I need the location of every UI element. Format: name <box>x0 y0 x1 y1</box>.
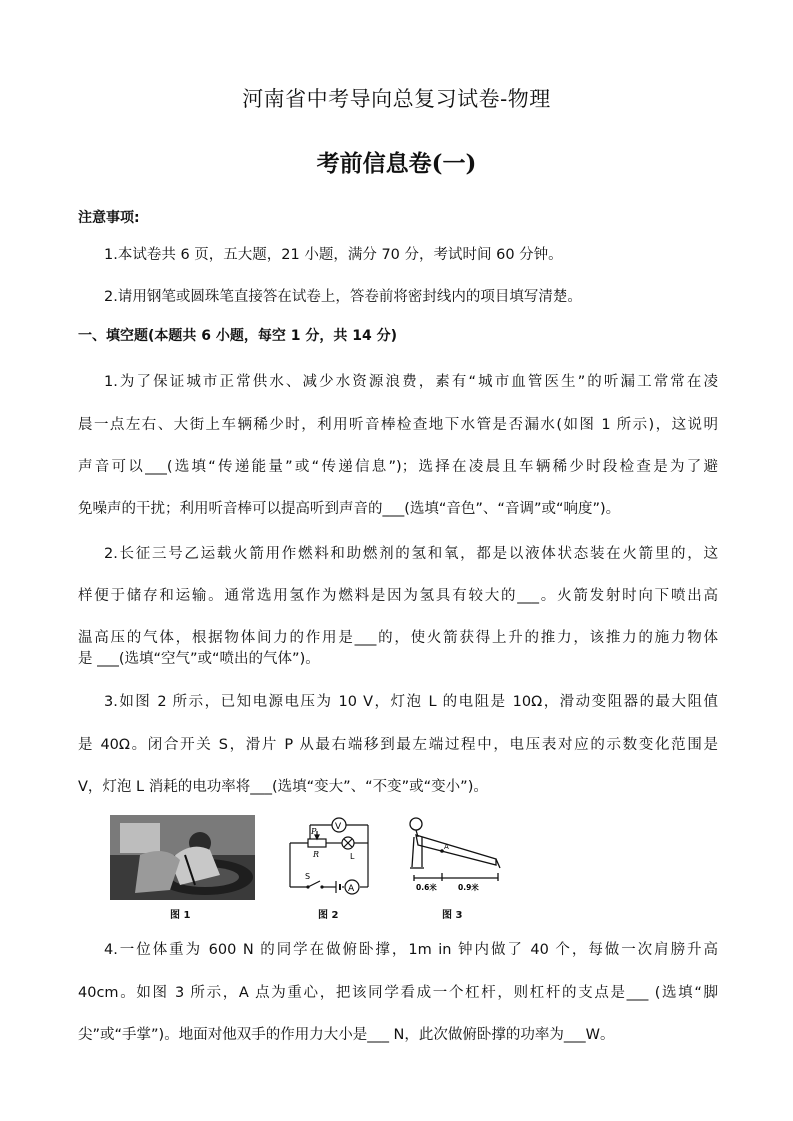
center-of-gravity-label: A <box>444 843 449 851</box>
notice-item: 2.请用钢笔或圆珠笔直接答在试卷上，答卷前将密封线内的项目填写清楚。 <box>104 289 582 305</box>
voltmeter-label: V <box>335 822 342 832</box>
question-1-line: 晨一点左右、大街上车辆稀少时，利用听音棒检查地下水管是否漏水(如图 1 所示)，这说明 <box>78 417 718 433</box>
question-2-line: 样便于储存和运输。通常选用氢作为燃料是因为氢具有较大的___。火箭发射时向下喷出高 <box>78 588 718 604</box>
resistor-label: R <box>313 850 320 859</box>
switch-label: S <box>305 872 311 881</box>
question-3-line: 是 40Ω。闭合开关 S，滑片 P 从最右端移到最左端过程中，电压表对应的示数变化范围是 <box>78 737 718 753</box>
question-3-line: 3.如图 2 所示，已知电源电压为 10 V，灯泡 L 的电阻是 10Ω，滑动变阻器的最大阻值 <box>104 694 718 710</box>
figures-row <box>110 815 530 920</box>
figure-3-pushup <box>406 815 506 900</box>
exam-title: 河南省中考导向总复习试卷-物理 <box>242 87 551 111</box>
question-1-line: 声音可以___(选填“传递能量”或“传递信息”)；选择在凌晨且车辆稀少时段检查是为了避 <box>78 459 718 475</box>
lamp-label: L <box>350 852 355 861</box>
exam-subtitle: 考前信息卷(一) <box>316 150 477 177</box>
question-2-line: 2.长征三号乙运载火箭用作燃料和助燃剂的氢和氧，都是以液体状态装在火箭里的，这 <box>104 546 718 562</box>
notice-heading: 注意事项: <box>78 210 140 226</box>
question-3-line: V，灯泡 L 消耗的电功率将___(选填“变大”、“不变”或“变小”)。 <box>78 779 488 795</box>
question-4-line: 4.一位体重为 600 N 的同学在做俯卧撑，1m in 钟内做了 40 个，每做一次肩膀升高 <box>104 942 718 958</box>
dimension-label-2: 0.9米 <box>458 883 479 892</box>
question-4-line: 40cm。如图 3 所示，A 点为重心，把该同学看成一个杠杆，则杠杆的支点是___ (选填“脚 <box>78 985 718 1001</box>
question-2-line: 是 ___(选填“空气”或“喷出的气体”)。 <box>78 651 320 667</box>
slider-label: P <box>311 827 317 836</box>
section-heading: 一、填空题(本题共 6 小题，每空 1 分，共 14 分) <box>78 328 398 344</box>
figure-1-photo <box>110 815 255 900</box>
figure-2-caption: 图 2 <box>318 910 339 921</box>
dimension-label-1: 0.6米 <box>416 883 437 892</box>
question-4-line: 尖”或“手掌”)。地面对他双手的作用力大小是___ N，此次做俯卧撑的功率为___W。 <box>78 1027 615 1043</box>
figure-2-circuit <box>282 815 374 900</box>
question-2-line: 温高压的气体，根据物体间力的作用是___的，使火箭获得上升的推力，该推力的施力物体 <box>78 630 718 646</box>
figure-3-caption: 图 3 <box>442 910 463 921</box>
question-1-line: 免噪声的干扰；利用听音棒可以提高听到声音的___(选填“音色”、“音调”或“响度”)。 <box>78 501 621 517</box>
notice-item: 1.本试卷共 6 页，五大题，21 小题，满分 70 分，考试时间 60 分钟。 <box>104 247 563 263</box>
figure-1-caption: 图 1 <box>170 910 191 921</box>
question-1-line: 1.为了保证城市正常供水、减少水资源浪费，素有“城市血管医生”的听漏工常常在凌 <box>104 374 718 390</box>
ammeter-label: A <box>348 884 355 894</box>
